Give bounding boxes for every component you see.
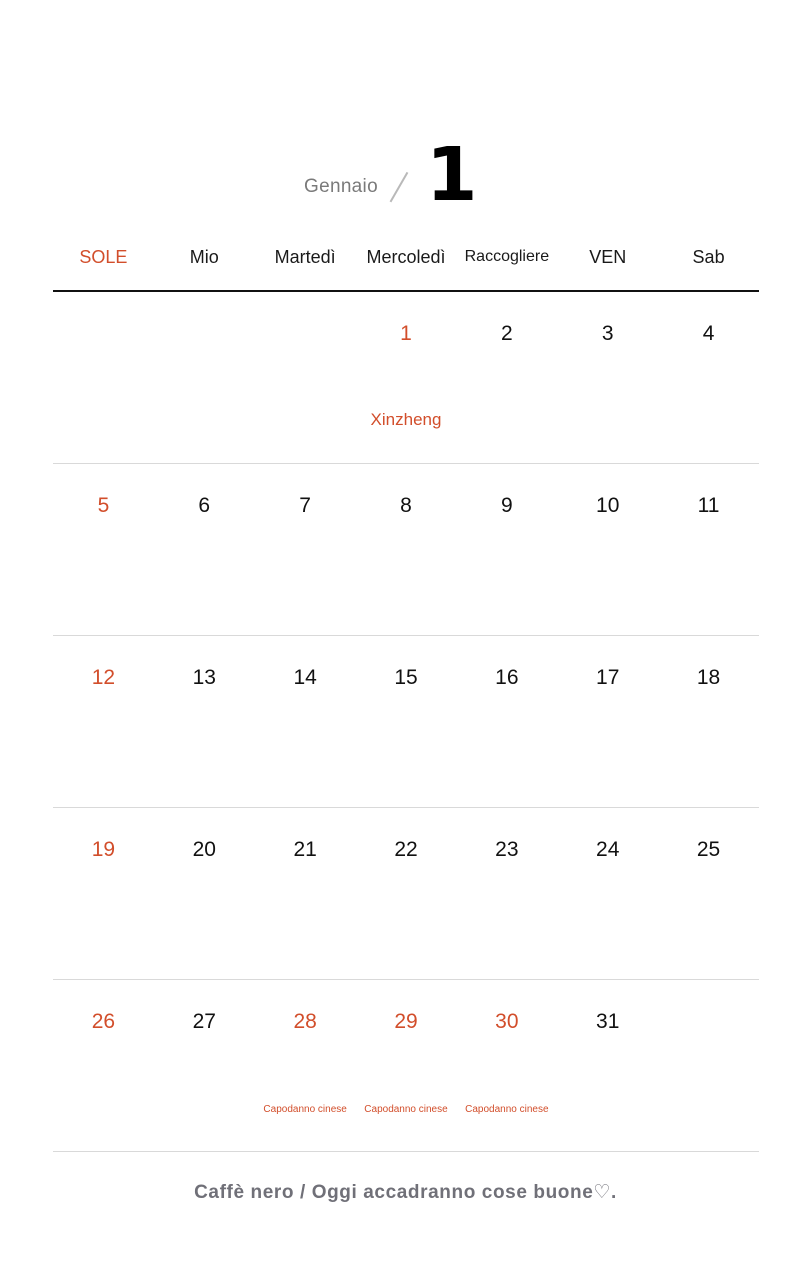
- day-cell-31[interactable]: [557, 980, 658, 1151]
- week-row: [53, 808, 759, 980]
- day-cell-7[interactable]: [255, 464, 356, 635]
- weekday-tuesday: Martedì: [274, 247, 336, 267]
- weekday-header-row: [53, 240, 759, 290]
- day-number: 23: [495, 838, 519, 861]
- day-number: 16: [495, 666, 519, 689]
- day-cell-23[interactable]: [456, 808, 557, 979]
- day-cell-3[interactable]: [557, 292, 658, 463]
- day-number: 24: [596, 838, 620, 861]
- month-number: 1: [426, 132, 478, 218]
- holiday-note: Xinzheng: [370, 410, 442, 429]
- day-cell-28[interactable]: [255, 980, 356, 1151]
- day-number: 27: [192, 1010, 216, 1033]
- day-number: 12: [91, 666, 116, 689]
- day-number: 9: [501, 494, 513, 517]
- day-number: 14: [293, 666, 317, 689]
- day-cell-empty: [53, 292, 154, 463]
- day-number: 2: [501, 322, 513, 345]
- day-number: 30: [495, 1010, 519, 1033]
- day-cell-14[interactable]: [255, 636, 356, 807]
- weekday-wednesday: Mercoledì: [366, 247, 446, 267]
- day-cell-21[interactable]: [255, 808, 356, 979]
- day-cell-12[interactable]: [53, 636, 154, 807]
- day-number: 13: [192, 666, 216, 689]
- day-cell-13[interactable]: [154, 636, 255, 807]
- day-cell-27[interactable]: [154, 980, 255, 1151]
- week-row: [53, 464, 759, 636]
- day-cell-11[interactable]: [658, 464, 759, 635]
- day-cell-26[interactable]: [53, 980, 154, 1151]
- day-number: 26: [91, 1010, 116, 1033]
- day-number: 6: [198, 494, 211, 517]
- holiday-note: Capodanno cinese: [364, 1104, 448, 1115]
- day-number: 15: [394, 666, 418, 689]
- calendar-grid: [53, 292, 759, 1152]
- day-number: 19: [91, 838, 116, 861]
- day-cell-2[interactable]: [456, 292, 557, 463]
- day-cell-6[interactable]: [154, 464, 255, 635]
- day-cell-29[interactable]: [356, 980, 457, 1151]
- day-number: 3: [601, 322, 614, 345]
- day-cell-empty: [255, 292, 356, 463]
- week-row: [53, 636, 759, 808]
- day-number: 20: [192, 838, 216, 861]
- day-number: 11: [697, 494, 720, 517]
- week-row: [53, 292, 759, 464]
- month-divider-slash: [390, 172, 408, 202]
- weekday-friday: VEN: [589, 247, 627, 267]
- day-number: 25: [696, 838, 721, 861]
- day-number: 22: [394, 838, 418, 861]
- weekday-sunday: SOLE: [79, 247, 128, 267]
- week-row: [53, 980, 759, 1152]
- weekday-saturday: Sab: [692, 247, 725, 267]
- day-cell-18[interactable]: [658, 636, 759, 807]
- day-cell-16[interactable]: [456, 636, 557, 807]
- day-number: 21: [293, 838, 317, 861]
- day-cell-4[interactable]: [658, 292, 759, 463]
- month-name: Gennaio: [304, 176, 378, 197]
- weekday-thursday: Raccogliere: [464, 248, 550, 265]
- day-cell-17[interactable]: [557, 636, 658, 807]
- day-number: 7: [299, 494, 311, 517]
- day-cell-25[interactable]: [658, 808, 759, 979]
- day-number: 8: [400, 494, 412, 517]
- holiday-note: Capodanno cinese: [465, 1104, 549, 1115]
- day-cell-15[interactable]: [356, 636, 457, 807]
- day-number: 31: [596, 1010, 620, 1033]
- day-cell-22[interactable]: [356, 808, 457, 979]
- day-number: 4: [702, 322, 715, 345]
- day-cell-empty: [658, 980, 759, 1151]
- day-cell-24[interactable]: [557, 808, 658, 979]
- day-number: 18: [696, 666, 721, 689]
- footer-quote: Caffè nero / Oggi accadranno cose buone♡.: [194, 1182, 617, 1203]
- weekday-monday: Mio: [189, 247, 219, 267]
- day-number: 1: [400, 322, 412, 345]
- day-cell-20[interactable]: [154, 808, 255, 979]
- day-cell-5[interactable]: [53, 464, 154, 635]
- day-number: 28: [293, 1010, 317, 1033]
- day-cell-1[interactable]: [356, 292, 457, 463]
- day-number: 10: [596, 494, 620, 517]
- holiday-note: Capodanno cinese: [263, 1104, 347, 1115]
- day-cell-empty: [154, 292, 255, 463]
- day-number: 29: [394, 1010, 418, 1033]
- day-cell-8[interactable]: [356, 464, 457, 635]
- day-number: 17: [596, 666, 620, 689]
- day-cell-9[interactable]: [456, 464, 557, 635]
- day-cell-19[interactable]: [53, 808, 154, 979]
- month-header: [0, 132, 811, 220]
- day-cell-10[interactable]: [557, 464, 658, 635]
- day-cell-30[interactable]: [456, 980, 557, 1151]
- day-number: 5: [97, 494, 110, 517]
